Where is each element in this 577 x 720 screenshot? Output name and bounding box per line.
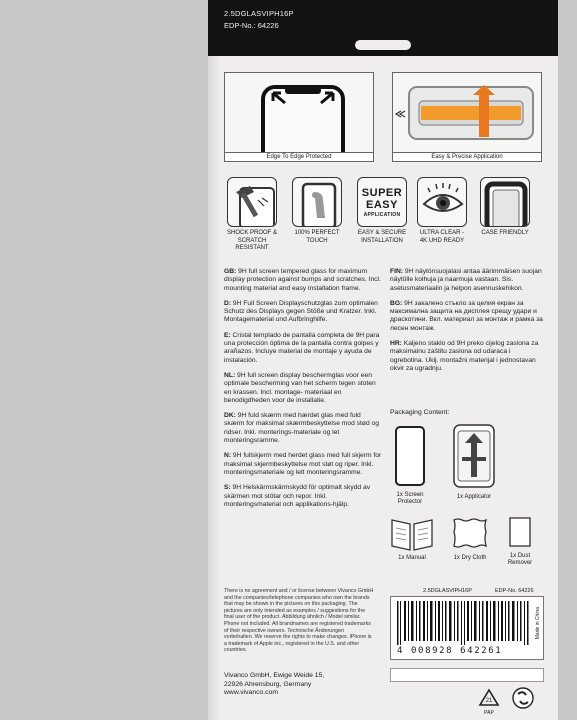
feature-label: SHOCK PROOF & SCRATCH RESISTANT [227,230,278,251]
super-easy-icon [357,177,407,227]
made-in: Made in China [535,607,541,640]
green-dot-icon [511,686,535,710]
feature-label: CASE FRIENDLY [481,230,529,236]
packaging-title: Packaging Content: [390,409,450,416]
recycle-triangle-icon [478,688,500,708]
pack-screen-protector [388,425,432,506]
dust-remover-icon [502,514,538,550]
dry-cloth-icon [444,516,496,552]
applicator-frame-icon [393,73,543,153]
hero-edge-to-edge [224,72,374,162]
badge-line1: SUPER [361,186,403,199]
feature-case-friendly [480,177,530,238]
feature-label: 100% PERFECT TOUCH [294,230,340,244]
desc-n: N: 9H fullskjerm med herdet glass med full skjerm for maksimal skjermbeskyttelse mot støt og riper. Inkl. monteringsmateriale og lett monteringsramme. [224,452,382,476]
pack-label: 1x Manual [398,555,426,561]
pack-manual [388,516,436,562]
feature-label: EASY & SECURE INSTALLATION [357,230,407,244]
desc-gb: GB: 9H full screen tempered glass for maximum display protection against bumps and scratches. Incl. mounting material and easy installation frame. [224,268,381,292]
badge-line3: APPLICATION [363,211,401,218]
pack-label: 1x Dust Remover [507,553,533,566]
hammer-icon [227,177,277,227]
codes-article: 2.5DGLASVIPH16P [423,588,472,594]
ean-number: 4 008928 642261 [397,646,503,656]
hero-left-caption: Edge To Edge Protected [225,152,373,161]
side-shadow [208,56,220,720]
pack-label: 1x Applicator [456,494,492,500]
desc-bg: BG: 9H закалено стъкло за целия екран за максимална защита на дисплея срещу удари и драскотини. Вкл. материал за монтаж и рамка за лесен монтаж. [390,299,543,332]
barcode-bars [395,601,535,645]
company-address: Vivanco GmbH, Ewige Weide 15, 22926 Ahrensburg, Germany www.vivanco.com [224,672,325,696]
legal-text: There is no agreement and / or license between Vivanco GmbH and the companies/telephone companies who own the brands that may be shown in the pictures on this packaging. The pictures are only intended as examples / suggestions for the final user of the product. Abbildung ähnlich / Model similar. Phone not included. All brandnames are registered trademarks of their respective owners. Technische Änderungen vorbehalten. We reserve the rights to make changes. iPhone is a trademark of Apple inc., registered in the U.S. and other countries. [224,588,374,654]
badge-line2: EASY [366,198,398,211]
hero-right-caption: Easy & Precise Application [393,152,541,161]
screen-protector-icon [388,425,432,489]
hero-application [392,72,542,162]
desc-e: E: Cristal templado de pantalla completa de 9H para una protección óptima de la pantalla contra golpes y arañazos. Incluye material de montaje y ayuda de instalación. [224,331,380,364]
feature-label: ULTRA CLEAR - 4K UHD READY [419,230,465,244]
green-dot-mark [510,686,536,712]
pap-recycle-mark [476,688,502,716]
applicator-icon [448,423,500,491]
touch-icon [292,177,342,227]
packaging-back [208,0,558,720]
desc-d: D: 9H Full Screen Displayschutzglas zum optimalen Schutz des Displays gegen Stöße und Kratzer. Inkl. Montagematerial und Aufbringhilfe. [224,299,378,324]
pack-dry-cloth [444,516,496,562]
feature-easy-install [357,177,407,245]
pack-dust-remover [502,514,538,567]
hang-hole [355,40,411,50]
feature-perfect-touch [292,177,342,245]
pack-applicator [448,423,500,501]
pack-label: 1x Dry Cloth [453,555,487,561]
descriptions-right [390,268,544,380]
header-bar [208,0,558,56]
feature-shock-proof [227,177,277,253]
blank-label-strip [390,668,544,682]
pap-number: 21 [485,698,493,704]
desc-fin: FIN: 9H näytönsuojalasi antaa äärimmäisen suojan näytölle kolhuja ja naarmuja vastaan. Sis. asetusmateriaalin ja helpon asennuskehikon. [390,268,542,292]
codes-edp: EDP-No. 64226 [495,588,534,594]
manual-icon [388,516,436,552]
desc-dk: DK: 9H fuld skærm med hærdet glas med fuld skærm for maksimal skærmbeskyttelse mod stød og ridser. Inkl. monterings-materiale og let monteringsramme. [224,412,379,445]
case-icon [480,177,530,227]
eye-icon [417,177,467,227]
article-number: 2.5DGLASVIPH16P [224,9,294,18]
descriptions-left [224,268,382,516]
pap-label: PAP [484,710,494,716]
desc-s: S: 9H Helskärmskärmskydd för optimalt skydd av skärmen mot stötar och repor. Inkl. monteringsmaterial och applikations-hjälp. [224,484,371,508]
barcode [390,596,544,660]
edp-number: EDP-No.: 64226 [224,21,279,30]
feature-ultra-clear [417,177,467,245]
desc-nl: NL: 9H full screen display beschermglas voor een optimale bescherming van het scherm tegen stoten en krassen. Incl. montage- materiaal en benodigdheden voor de installatie. [224,371,376,404]
phone-edge-icon [225,73,375,153]
desc-hr: HR: Kaljeno staklo od 9H preko cijelog zaslona za maksimalnu zaštitu zaslona od udaraca i ogrebotina. Uklj. montažni materijal i jednostavan okvir za ugradnju. [390,340,539,372]
pack-label: 1x Screen Protector [396,492,424,505]
